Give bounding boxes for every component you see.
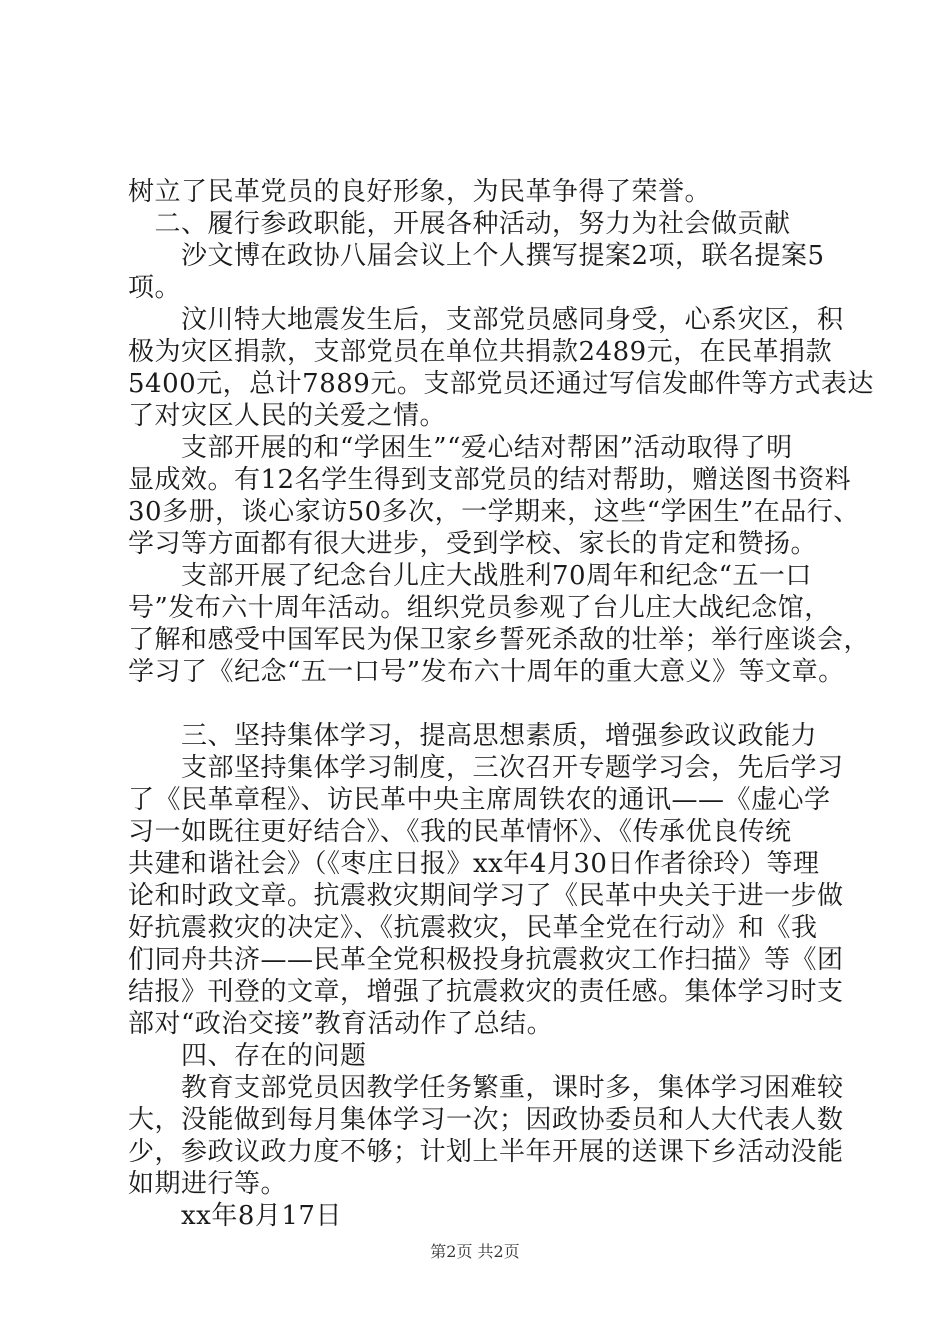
- text-line: 部对“政治交接”教育活动作了总结。: [128, 1009, 554, 1039]
- text-line: 们同舟共济——民革全党积极投身抗震救灾工作扫描》等《团: [128, 945, 844, 975]
- page-number-footer: 第2页 共2页: [430, 1242, 520, 1261]
- text-line: 了《民革章程》、访民革中央主席周铁农的通讯——《虚心学: [128, 785, 831, 815]
- text-line: 结报》刊登的文章，增强了抗震救灾的责任感。集体学习时支: [128, 977, 844, 1007]
- text-line: 汶川特大地震发生后，支部党员感同身受，心系灾区，积: [128, 305, 844, 335]
- text-line: 沙文博在政协八届会议上个人撰写提案2项，联名提案5: [128, 241, 825, 271]
- text-line: 支部开展了纪念台儿庄大战胜利70周年和纪念“五一口: [128, 561, 812, 591]
- text-line: 共建和谐社会》（《枣庄日报》xx年4月30日作者徐玲）等理: [128, 849, 820, 879]
- text-line: 极为灾区捐款，支部党员在单位共捐款2489元，在民革捐款: [128, 337, 833, 367]
- text-line: 5400元，总计7889元。支部党员还通过写信发邮件等方式表达: [128, 369, 874, 399]
- text-line: 号”发布六十周年活动。组织党员参观了台儿庄大战纪念馆，: [128, 593, 831, 623]
- text-line: 30多册，谈心家访50多次，一学期来，这些“学困生”在品行、: [128, 497, 860, 527]
- text-line: 习一如既往更好结合》、《我的民革情怀》、《传承优良传统: [128, 817, 792, 847]
- text-line: 如期进行等。: [128, 1169, 288, 1199]
- text-line: 了解和感受中国军民为保卫家乡誓死杀敌的壮举；举行座谈会，: [128, 625, 871, 655]
- section-heading: 三、坚持集体学习，提高思想素质，增强参政议政能力: [128, 721, 818, 751]
- text-line: 好抗震救灾的决定》、《抗震救灾，民革全党在行动》和《我: [128, 913, 818, 943]
- text-line: 论和时政文章。抗震救灾期间学习了《民革中央关于进一步做: [128, 881, 844, 911]
- text-line: 教育支部党员因教学任务繁重，课时多，集体学习困难较: [128, 1073, 844, 1103]
- text-line: 少，参政议政力度不够；计划上半年开展的送课下乡活动没能: [128, 1137, 844, 1167]
- text-line: 大，没能做到每月集体学习一次；因政协委员和人大代表人数: [128, 1105, 844, 1135]
- text-line: 支部开展的和“学困生”“爱心结对帮困”活动取得了明: [128, 433, 793, 463]
- text-line: 了对灾区人民的关爱之情。: [128, 401, 447, 431]
- section-heading: 四、存在的问题: [128, 1041, 367, 1071]
- text-line: 学习等方面都有很大进步，受到学校、家长的肯定和赞扬。: [128, 529, 818, 559]
- text-line: 项。: [128, 273, 182, 303]
- date-line: xx年8月17日: [128, 1201, 342, 1231]
- text-line: 树立了民革党员的良好形象，为民革争得了荣誉。: [128, 177, 712, 207]
- text-line: 学习了《纪念“五一口号”发布六十周年的重大意义》等文章。: [128, 657, 845, 687]
- text-line: 显成效。有12名学生得到支部党员的结对帮助，赠送图书资料: [128, 465, 852, 495]
- section-heading: 二、履行参政职能，开展各种活动，努力为社会做贡献: [128, 209, 791, 239]
- text-line: 支部坚持集体学习制度，三次召开专题学习会，先后学习: [128, 753, 844, 783]
